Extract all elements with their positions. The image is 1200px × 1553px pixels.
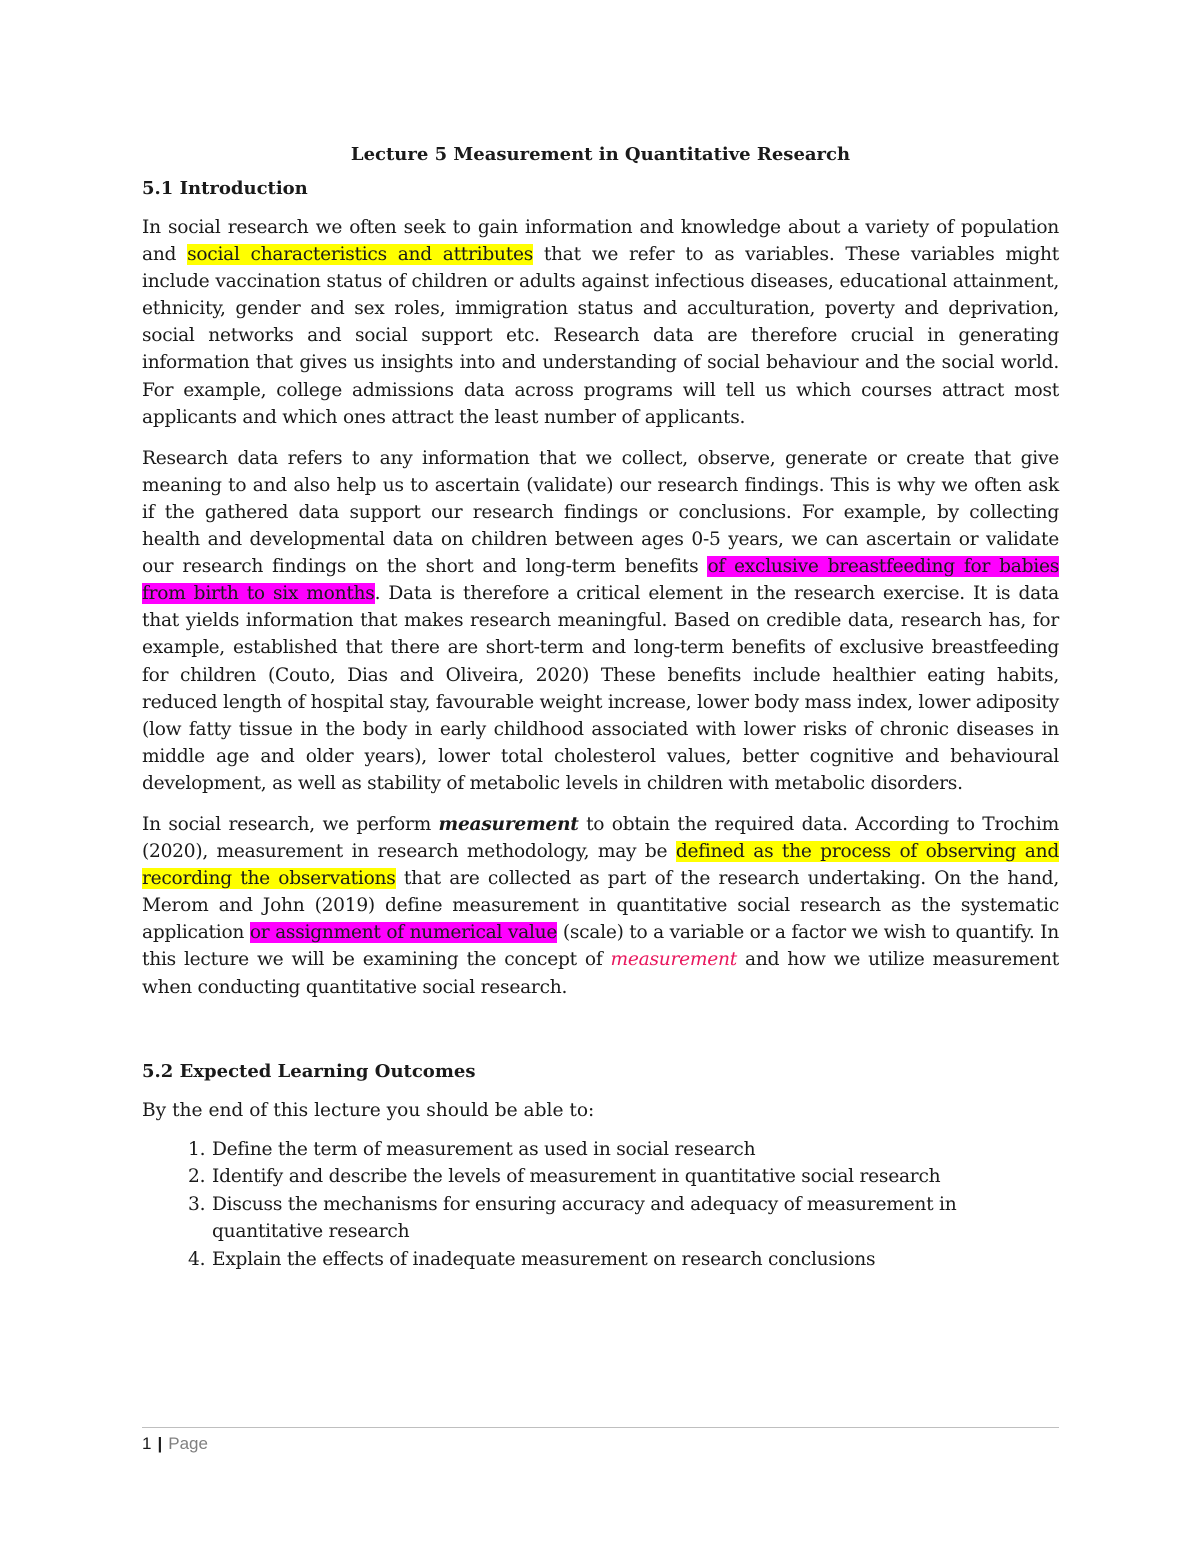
list-number: 3. [188, 1193, 206, 1215]
outcomes-list [142, 1136, 1059, 1274]
list-item [142, 1191, 1059, 1246]
text-run: (scale) to a variable or a factor we wish to quantify. In this lecture we will be examining the concept of [142, 922, 1059, 971]
text-run: and how we utilize measurement when conducting quantitative social research. [142, 949, 1059, 998]
footer-separator: | [157, 1434, 163, 1453]
text-run: In social research, we perform [142, 813, 439, 835]
text-run: to obtain the required data. According to Trochim (2020), measurement in research methodology, may be [142, 813, 1059, 863]
page-label: Page [168, 1434, 208, 1453]
list-item [142, 1246, 1059, 1274]
intro-paragraph-2 [142, 445, 1059, 797]
section-heading-introduction: 5.1 Introduction [142, 178, 308, 199]
list-number: 2. [188, 1166, 206, 1188]
intro-paragraph-1 [142, 214, 1059, 431]
list-item-text: Explain the effects of inadequate measurement on research conclusions [212, 1248, 876, 1270]
text-run: that are collected as part of the research undertaking. On the hand, Merom and John (2019) define measurement in quantitative social research as the systematic application [142, 868, 1059, 944]
list-item-text: Define the term of measurement as used in social research [212, 1138, 756, 1160]
text-run: that we refer to as variables. These variables might include vaccination status of children or adults against infectious diseases, educational attainment, ethnicity, gender and sex roles, immigration status and acculturation, poverty and deprivation, social networks and social support etc. Research data are therefore crucial in generating information that gives us insights into and understanding of social behaviour and the social world. For example, college admissions data across programs will tell us which courses attract most applicants and which ones attract the least number of applicants. [142, 244, 1060, 428]
list-item [142, 1136, 1059, 1164]
colored-term: measurement [610, 949, 737, 971]
page-footer [142, 1427, 1059, 1454]
section-heading-learning-outcomes: 5.2 Expected Learning Outcomes [142, 1060, 476, 1082]
text-run: . Data is therefore a critical element in the research exercise. It is data that yields information that makes research meaningful. Based on credible data, research has, for example, established that there are short-term and long-term benefits of exclusive breastfeeding for children (Couto, Dias and Oliveira, 2020) These benefits include healthier eating habits, reduced length of hospital stay, favourable weight increase, lower body mass index, lower adiposity (low fatty tissue in the body in early childhood associated with lower risks of chronic diseases in middle age and older years), lower total cholesterol values, better cognitive and behavioural development, as well as stability of metabolic levels in children with metabolic disorders. [142, 583, 1060, 794]
spacer [142, 1015, 1059, 1059]
highlight-magenta: of exclusive breastfeeding for babies from birth to six months [142, 556, 1059, 605]
document-body [142, 142, 1059, 1273]
page-title: Lecture 5 Measurement in Quantitative Research [350, 144, 851, 165]
text-run: Research data refers to any information that we collect, observe, generate or create that give meaning to and also help us to ascertain (validate) our research findings. This is why we often ask if the gathered data support our research findings or conclusions. For example, by collecting health and developmental data on children between ages 0-5 years, we can ascertain or validate our research findings on the short and long-term benefits [142, 447, 1059, 578]
list-number: 4. [188, 1248, 206, 1270]
page-number: 1 [142, 1434, 152, 1453]
list-item [142, 1163, 1059, 1191]
text-run: In social research we often seek to gain information and knowledge about a variety of population and [142, 217, 1059, 266]
list-number: 1. [188, 1138, 206, 1160]
highlight-yellow: defined as the process of observing and recording the observations [142, 841, 1059, 890]
intro-paragraph-3 [142, 811, 1059, 1001]
highlight-magenta: or assignment of numerical value [249, 922, 558, 944]
list-item-text: Identify and describe the levels of measurement in quantitative social research [212, 1166, 941, 1188]
outcomes-intro: By the end of this lecture you should be able to: [142, 1099, 595, 1121]
emphasized-term: measurement [438, 813, 579, 835]
highlight-yellow: social characteristics and attributes [187, 244, 534, 266]
list-item-text: Discuss the mechanisms for ensuring accuracy and adequacy of measurement in quantitative research [212, 1193, 957, 1243]
